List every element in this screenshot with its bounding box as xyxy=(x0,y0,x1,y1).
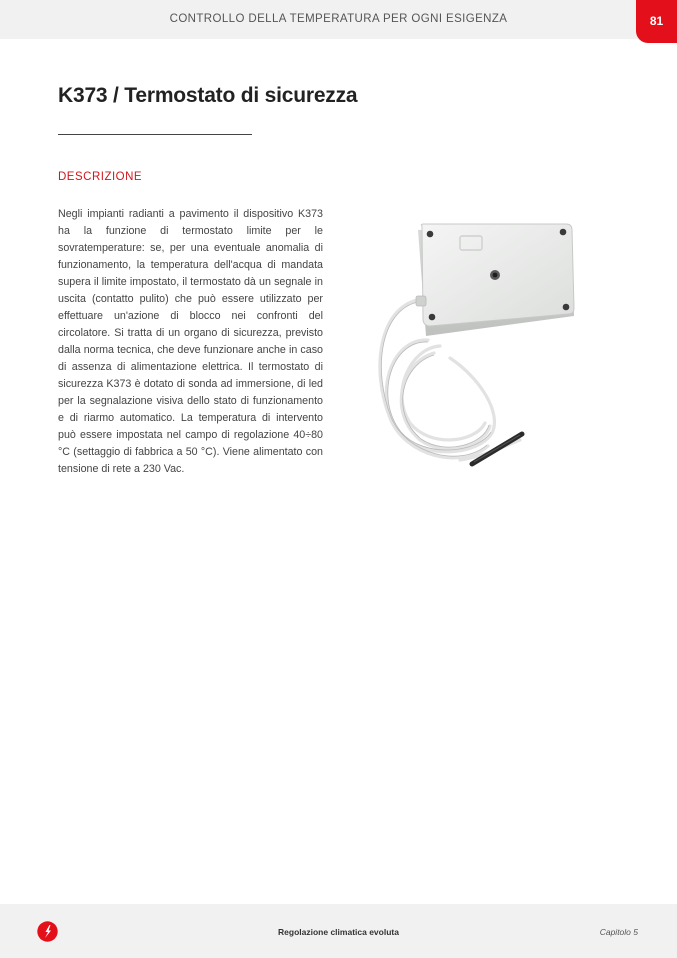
page-number: 81 xyxy=(649,14,664,28)
page-title: K373 / Termostato di sicurezza xyxy=(58,84,358,107)
page-number-tab xyxy=(636,0,677,43)
title-divider xyxy=(58,134,252,135)
section-label-descrizione: DESCRIZIONE xyxy=(58,171,143,183)
page-header xyxy=(0,0,677,39)
page-footer xyxy=(0,904,677,958)
description-text: Negli impianti radianti a pavimento il dispositivo K373 ha la funzione di termostato limite per le sovratemperature: se, per una eventuale anomalia di funzionamento, la temperatura dell'acqua di mandata supera il limite impostato, il termostato dà un segnale in uscita (contatto pulito) che può essere utilizzato per effettuare un'azione di blocco nei confronti del circolatore. Si tratta di un organo di sicurezza, previsto dalla norma tecnica, che deve funzionare anche in caso di assenza di alimentazione elettrica. Il termostato di sicurezza K373 è dotato di sonda ad immersione, di led per la segnalazione visiva dello stato di funzionamento e di riarmo automatico. La temperatura di intervento può essere impostata nel campo di regolazione 40÷80 °C (settaggio di fabbrica a 50 °C). Viene alimentato con tensione di rete a 230 Vac. xyxy=(58,208,323,475)
footer-title: Regolazione climatica evoluta xyxy=(278,927,399,937)
product-image xyxy=(360,208,590,478)
footer-chapter: Capitolo 5 xyxy=(599,927,638,937)
header-title: CONTROLLO DELLA TEMPERATURA PER OGNI ESIGENZA xyxy=(169,13,508,25)
